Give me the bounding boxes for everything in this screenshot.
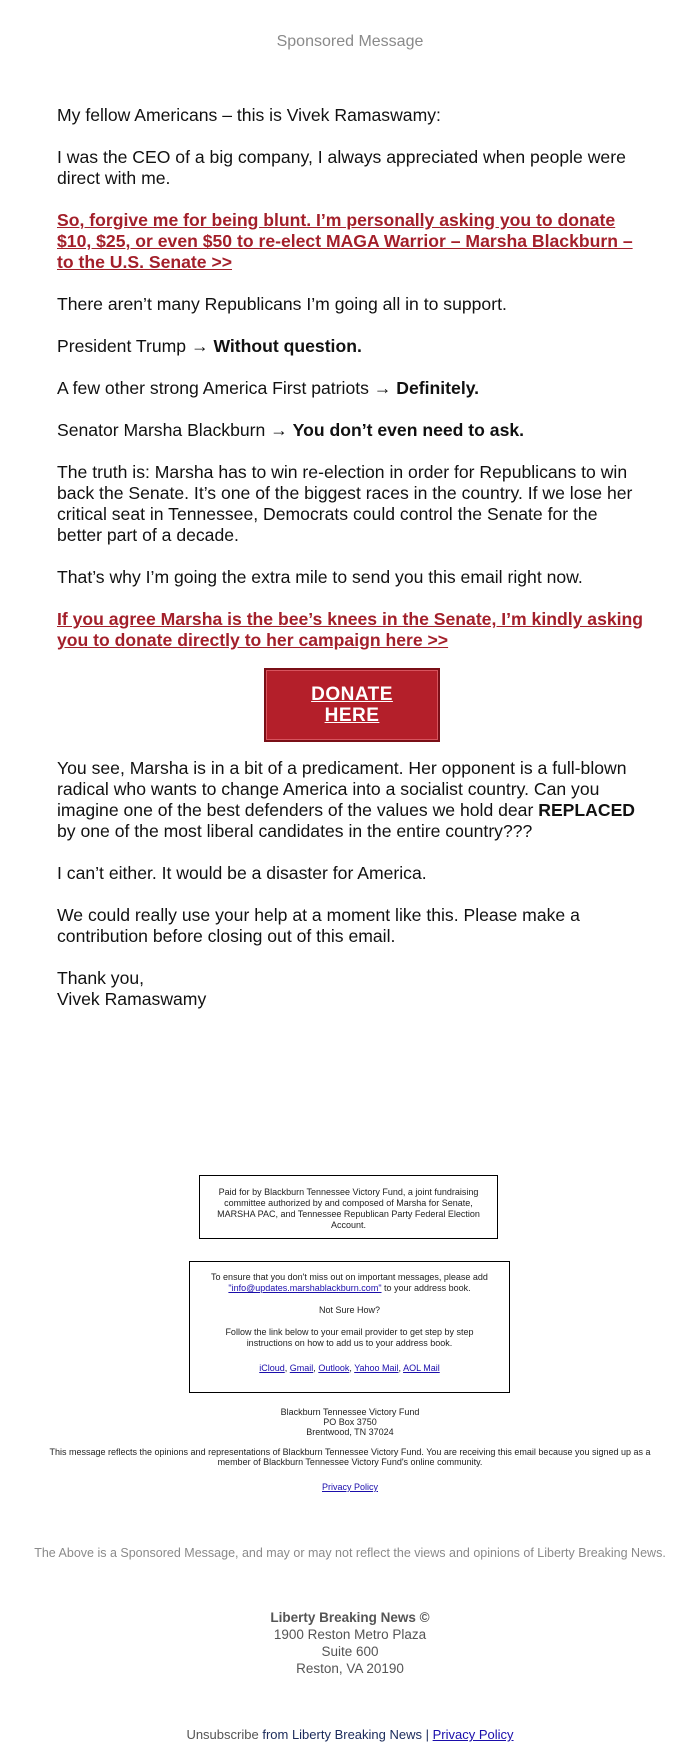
predicament-end: by one of the most liberal candidates in the entire country??? (57, 821, 533, 841)
line-patriots-bold: Definitely. (396, 378, 480, 398)
address-book-intro (202, 1272, 497, 1294)
line-marsha (57, 420, 647, 441)
paid-for-box: Paid for by Blackburn Tennessee Victory Fund, a joint fundraising committee authorized by and composed of Marsha for Senate, MARSHA PAC, and Tennessee Republican Party Federal Election Account. (199, 1175, 498, 1239)
privacy-small-wrap (0, 1482, 700, 1492)
email-address-link[interactable]: "info@updates.marshablackburn.com" (228, 1283, 382, 1293)
paragraph-truth: The truth is: Marsha has to win re-election in order for Republicans to win back the Senate. It’s one of the biggest races in the country. If we lose her critical seat in Tennessee, Democrats could control the Senate for the better part of a decade. (57, 462, 633, 545)
line-trump (57, 336, 647, 357)
unsubscribe-link[interactable]: Unsubscribe (186, 1727, 259, 1742)
provider-link-gmail[interactable]: Gmail (289, 1363, 314, 1373)
paragraph-help: We could really use your help at a moment like this. Please make a contribution before closing out of this email. (57, 905, 580, 946)
publisher-block (0, 1609, 700, 1677)
provider-link-aol[interactable]: AOL Mail (403, 1363, 440, 1373)
predicament-start: You see, Marsha is in a bit of a predicament. Her opponent is a full-blown radical who wants to change America into a socialist country. Can you imagine one of the best defenders of the values we hold dear (57, 758, 627, 820)
committee-city: Brentwood, TN 37024 (306, 1427, 394, 1437)
provider-link-outlook[interactable]: Outlook (318, 1363, 350, 1373)
publisher-city: Reston, VA 20190 (296, 1661, 404, 1676)
sponsored-label: Sponsored Message (276, 33, 424, 50)
line-trump-bold: Without question. (213, 336, 362, 356)
disclaimer: This message reflects the opinions and representations of Blackburn Tennessee Victory Fund. You are receiving this email because you signed up as a member of Blackburn Tennessee Victory Fund's online community. (49, 1447, 651, 1467)
paragraph-predicament (57, 758, 647, 842)
line-patriots-text: A few other strong America First patriots → (57, 378, 392, 398)
privacy-policy-link[interactable]: Privacy Policy (432, 1727, 514, 1742)
publisher-suite: Suite 600 (321, 1644, 379, 1659)
signoff: Thank you, (57, 968, 145, 988)
intro-start: To ensure that you don't miss out on important messages, please add (211, 1272, 488, 1282)
line-marsha-text: Senator Marsha Blackburn → (57, 420, 288, 440)
unsubscribe-from: from Liberty Breaking News | (262, 1727, 429, 1742)
committee-name: Blackburn Tennessee Victory Fund (280, 1407, 420, 1417)
donate-button[interactable]: DONATE HERE (264, 668, 440, 742)
donate-button-wrap (57, 668, 647, 742)
line-patriots (57, 378, 647, 399)
paragraph-disaster: I can’t either. It would be a disaster for America. (57, 863, 427, 883)
publisher-name: Liberty Breaking News © (270, 1610, 430, 1625)
committee-address (0, 1407, 700, 1437)
not-sure-how: Not Sure How? (318, 1305, 381, 1315)
provider-link-yahoo[interactable]: Yahoo Mail (354, 1363, 399, 1373)
predicament-bold: REPLACED (538, 800, 636, 820)
committee-po-box: PO Box 3750 (323, 1417, 377, 1427)
signoff-block (57, 968, 647, 1010)
greeting: My fellow Americans – this is Vivek Ramaswamy: (57, 105, 441, 125)
address-book-box (189, 1261, 510, 1393)
sponsor-note: The Above is a Sponsored Message, and may or may not reflect the views and opinions of Liberty Breaking News. (34, 1546, 666, 1560)
unsubscribe-line (0, 1727, 700, 1742)
donate-link-2[interactable]: If you agree Marsha is the bee’s knees in the Senate, I’m kindly asking you to donate directly to her campaign here >> (57, 609, 644, 650)
privacy-policy-link-small[interactable]: Privacy Policy (321, 1482, 378, 1492)
follow-instructions: Follow the link below to your email provider to get step by step instructions on how to add us to your address book. (225, 1327, 474, 1348)
paragraph-support: There aren’t many Republicans I’m going all in to support. (57, 294, 507, 314)
intro-end: to your address book. (384, 1283, 471, 1293)
signature: Vivek Ramaswamy (57, 989, 207, 1009)
line-trump-text: President Trump → (57, 336, 209, 356)
provider-links: iCloud, Gmail, Outlook, Yahoo Mail, AOL Mail (259, 1363, 440, 1373)
donate-link-1[interactable]: So, forgive me for being blunt. I’m personally asking you to donate $10, $25, or even $50 to re-elect MAGA Warrior – Marsha Blackburn – to the U.S. Senate >> (57, 210, 633, 272)
line-marsha-bold: You don’t even need to ask. (292, 420, 525, 440)
letter-body (57, 105, 647, 1031)
provider-link-icloud[interactable]: iCloud (259, 1363, 285, 1373)
publisher-street: 1900 Reston Metro Plaza (273, 1627, 427, 1642)
paragraph-ceo: I was the CEO of a big company, I always appreciated when people were direct with me. (57, 147, 626, 188)
paragraph-extra-mile: That’s why I’m going the extra mile to send you this email right now. (57, 567, 583, 587)
